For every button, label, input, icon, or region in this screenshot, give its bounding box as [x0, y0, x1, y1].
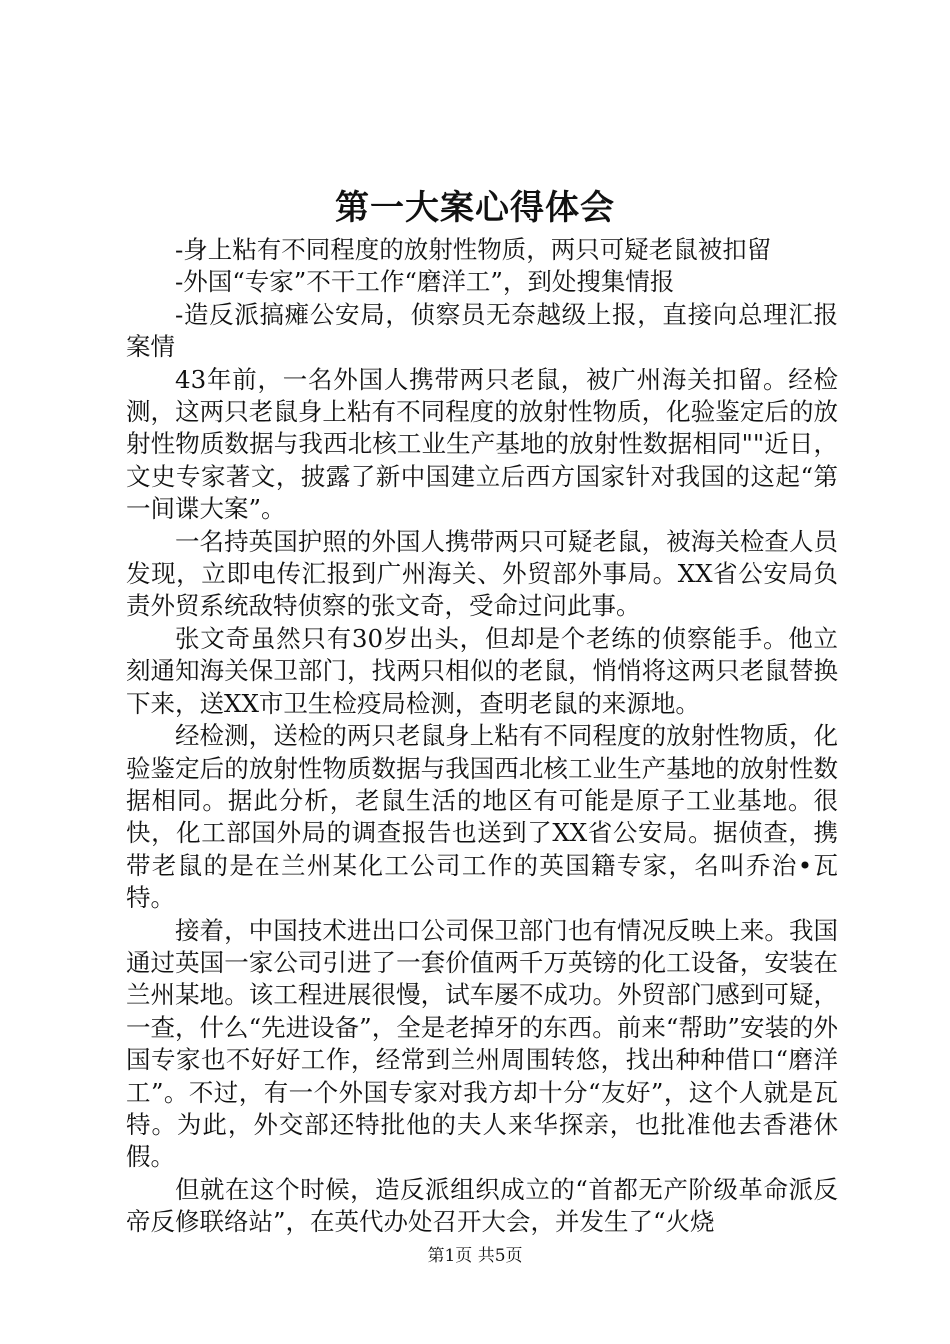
- paragraph-subtitle-2: -外国“专家”不干工作“磨洋工”，到处搜集情报: [175, 267, 675, 297]
- paragraph: 接着，中国技术进出口公司保卫部门也有情况反映上来。我国通过英国一家公司引进了一套价值两千万英镑的化工设备，安装在兰州某地。该工程进展很慢，试车屡不成功。外贸部门感到可疑，一查，什么“先进设备”，全是老掉牙的东西。前来“帮助”安装的外国专家也不好好工作，经常到兰州周围转悠，找出种种借口“磨洋工”。不过，有一个外国专家对我方却十分“友好”，这个人就是瓦特。为此，外交部还特批他的夫人来华探亲，也批准他去香港休假。: [126, 915, 838, 1172]
- document-body: [126, 234, 838, 1239]
- paragraph: 但就在这个时候，造反派组织成立的“首都无产阶级革命派反帝反修联络站”，在英代办处召开大会，并发生了“火烧: [126, 1174, 838, 1237]
- document-title: 第一大案心得体会: [335, 188, 615, 228]
- paragraph: 经检测，送检的两只老鼠身上粘有不同程度的放射性物质，化验鉴定后的放射性物质数据与我国西北核工业生产基地的放射性数据相同。据此分析，老鼠生活的地区有可能是原子工业基地。很快，化工部国外局的调查报告也送到了XX省公安局。据侦查，携带老鼠的是在兰州某化工公司工作的英国籍专家，名叫乔治•瓦特。: [126, 721, 838, 913]
- paragraph: 43年前，一名外国人携带两只老鼠，被广州海关扣留。经检测，这两只老鼠身上粘有不同程度的放射性物质，化验鉴定后的放射性物质数据与我西北核工业生产基地的放射性数据相同""近日，文史专家著文，披露了新中国建立后西方国家针对我国的这起“第一间谍大案”。: [126, 364, 838, 524]
- paragraph: 张文奇虽然只有30岁出头，但却是个老练的侦察能手。他立刻通知海关保卫部门，找两只相似的老鼠，悄悄将这两只老鼠替换下来，送XX市卫生检疫局检测，查明老鼠的来源地。: [126, 623, 838, 718]
- paragraph-subtitle-3: -造反派搞瘫公安局，侦察员无奈越级上报，直接向总理汇报案情: [126, 299, 838, 362]
- page-footer: 第1页 共5页: [427, 1246, 523, 1266]
- paragraph: 一名持英国护照的外国人携带两只可疑老鼠，被海关检查人员发现，立即电传汇报到广州海关、外贸部外事局。XX省公安局负责外贸系统敌特侦察的张文奇，受命过问此事。: [126, 526, 838, 621]
- paragraph-subtitle-1: -身上粘有不同程度的放射性物质，两只可疑老鼠被扣留: [175, 235, 772, 264]
